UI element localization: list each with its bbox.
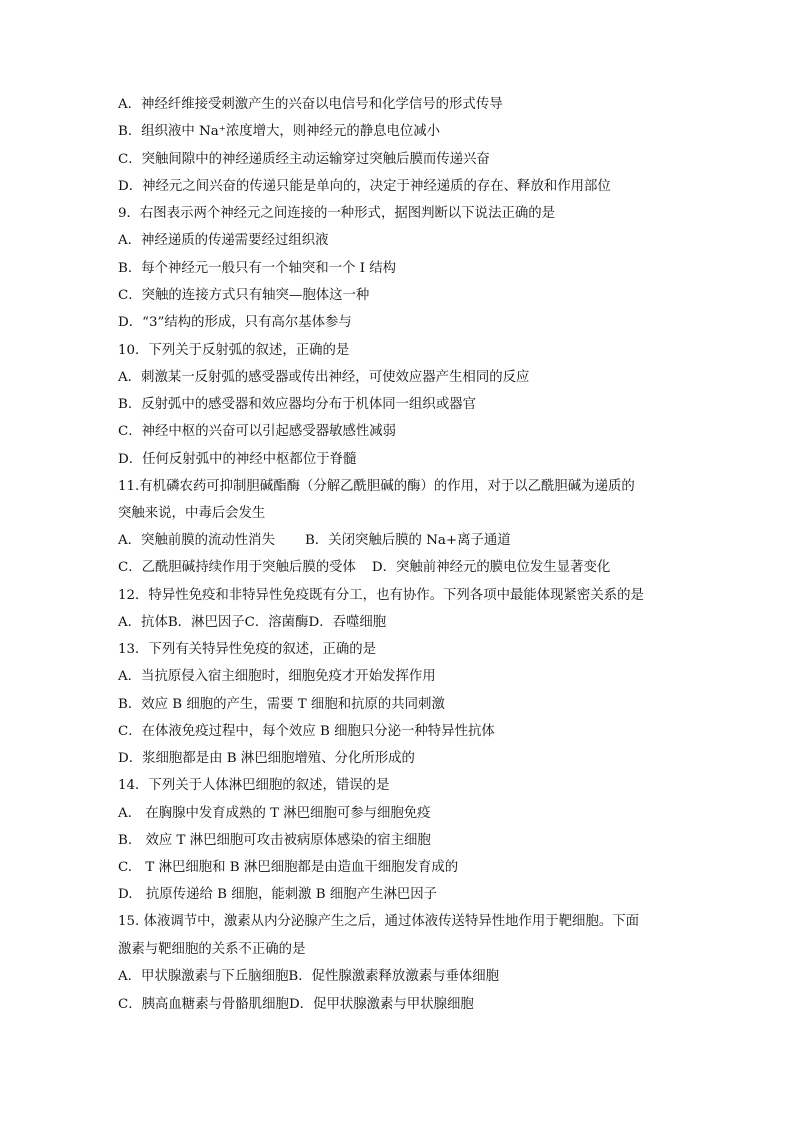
q10-option-d: D．任何反射弧中的神经中枢都位于脊髓 [118,452,357,467]
q12-stem: 12．特异性免疫和非特异性免疫既有分工，也有协作。下列各项中最能体现紧密关系的是 [118,588,644,603]
q14-stem: 14．下列关于人体淋巴细胞的叙述，错误的是 [118,778,390,793]
q8-option-d: D．神经元之间兴奋的传递只能是单向的，决定于神经递质的存在、释放和作用部位 [118,179,611,194]
q12-option-b: B．淋巴因子 [167,615,245,630]
q10-option-b: B．反射弧中的感受器和效应器均分布于机体同一组织或器官 [118,397,476,412]
q15-option-b: B．促性腺激素释放激素与垂体细胞 [288,969,500,984]
q14-option-d: D. 抗原传递给 B 细胞，能刺激 B 细胞产生淋巴因子 [118,887,438,902]
q11-option-d: D．突触前神经元的膜电位发生显著变化 [371,560,611,575]
q12-option-a: A．抗体 [118,615,168,630]
q14-option-a: A. 在胸腺中发育成熟的 T 淋巴细胞可参与细胞免疫 [118,806,431,821]
q10-option-c: C．神经中枢的兴奋可以引起感受器敏感性减弱 [118,424,397,439]
q8-option-c: C．突触间隙中的神经递质经主动运输穿过突触后膜而传递兴奋 [118,152,490,167]
q10-stem: 10．下列关于反射弧的叙述，正确的是 [118,343,350,358]
q13-option-c: C．在体液免疫过程中，每个效应 B 细胞只分泌一种特异性抗体 [118,724,495,739]
q15-option-c: C．胰高血糖素与骨骼肌细胞 [118,997,289,1012]
q11-options-row1 [118,532,511,550]
q13-stem: 13．下列有关特异性免疫的叙述，正确的是 [118,642,377,657]
q12-option-c: C．溶菌酶 [244,615,309,630]
q11-option-b: B．关闭突触后膜的 Na+离子通道 [304,533,511,548]
q8-option-b: B．组织液中 Na⁺浓度增大，则神经元的静息电位减小 [118,124,441,139]
q14-option-b: B. 效应 T 淋巴细胞可攻击被病原体感染的宿主细胞 [118,833,431,848]
q11-option-c: C．乙酰胆碱持续作用于突触后膜的受体 [118,560,356,575]
q11-option-a: A．突触前膜的流动性消失 [118,533,275,548]
q8-option-a: A．神经纤维接受刺激产生的兴奋以电信号和化学信号的形式传导 [118,97,503,112]
q15-option-a: A．甲状腺激素与下丘脑细胞 [118,969,289,984]
q14-option-c: C. T 淋巴细胞和 B 淋巴细胞都是由造血干细胞发育成的 [118,860,459,875]
q9-stem: 9．右图表示两个神经元之间连接的一种形式，据图判断以下说法正确的是 [118,206,556,221]
q15-options-row1 [118,968,499,986]
q9-option-c: C．突触的连接方式只有轴突—胞体这一种 [118,288,370,303]
q15-stem-line1: 15. 体液调节中，激素从内分泌腺产生之后，通过体液传送特异性地作用于靶细胞。下面 [118,914,640,929]
q13-option-d: D．浆细胞都是由 B 淋巴细胞增殖、分化所形成的 [118,751,415,766]
q9-option-b: B．每个神经元一般只有一个轴突和一个 I 结构 [118,261,397,276]
q10-option-a: A．刺激某一反射弧的感受器或传出神经，可使效应器产生相同的反应 [118,370,530,385]
q9-option-a: A．神经递质的传递需要经过组织液 [118,233,329,248]
q13-option-b: B．效应 B 细胞的产生，需要 T 细胞和抗原的共同刺激 [118,697,445,712]
q11-options-row2 [118,559,610,577]
q15-options-row2 [118,996,474,1014]
q13-option-a: A．当抗原侵入宿主细胞时，细胞免疫才开始发挥作用 [118,669,436,684]
q15-option-d: D．促甲状腺激素与甲状腺细胞 [288,997,474,1012]
q11-stem-line2: 突触来说，中毒后会发生 [118,506,266,521]
q15-stem-line2: 激素与靶细胞的关系不正确的是 [118,942,306,957]
q11-stem-line1: 11.有机磷农药可抑制胆碱酯酶（分解乙酰胆碱的酶）的作用，对于以乙酰胆碱为递质的 [118,479,635,494]
q12-options-row [118,614,386,632]
q9-option-d: D．“3”结构的形成，只有高尔基体参与 [118,315,352,330]
q12-option-d: D．吞噬细胞 [308,615,387,630]
